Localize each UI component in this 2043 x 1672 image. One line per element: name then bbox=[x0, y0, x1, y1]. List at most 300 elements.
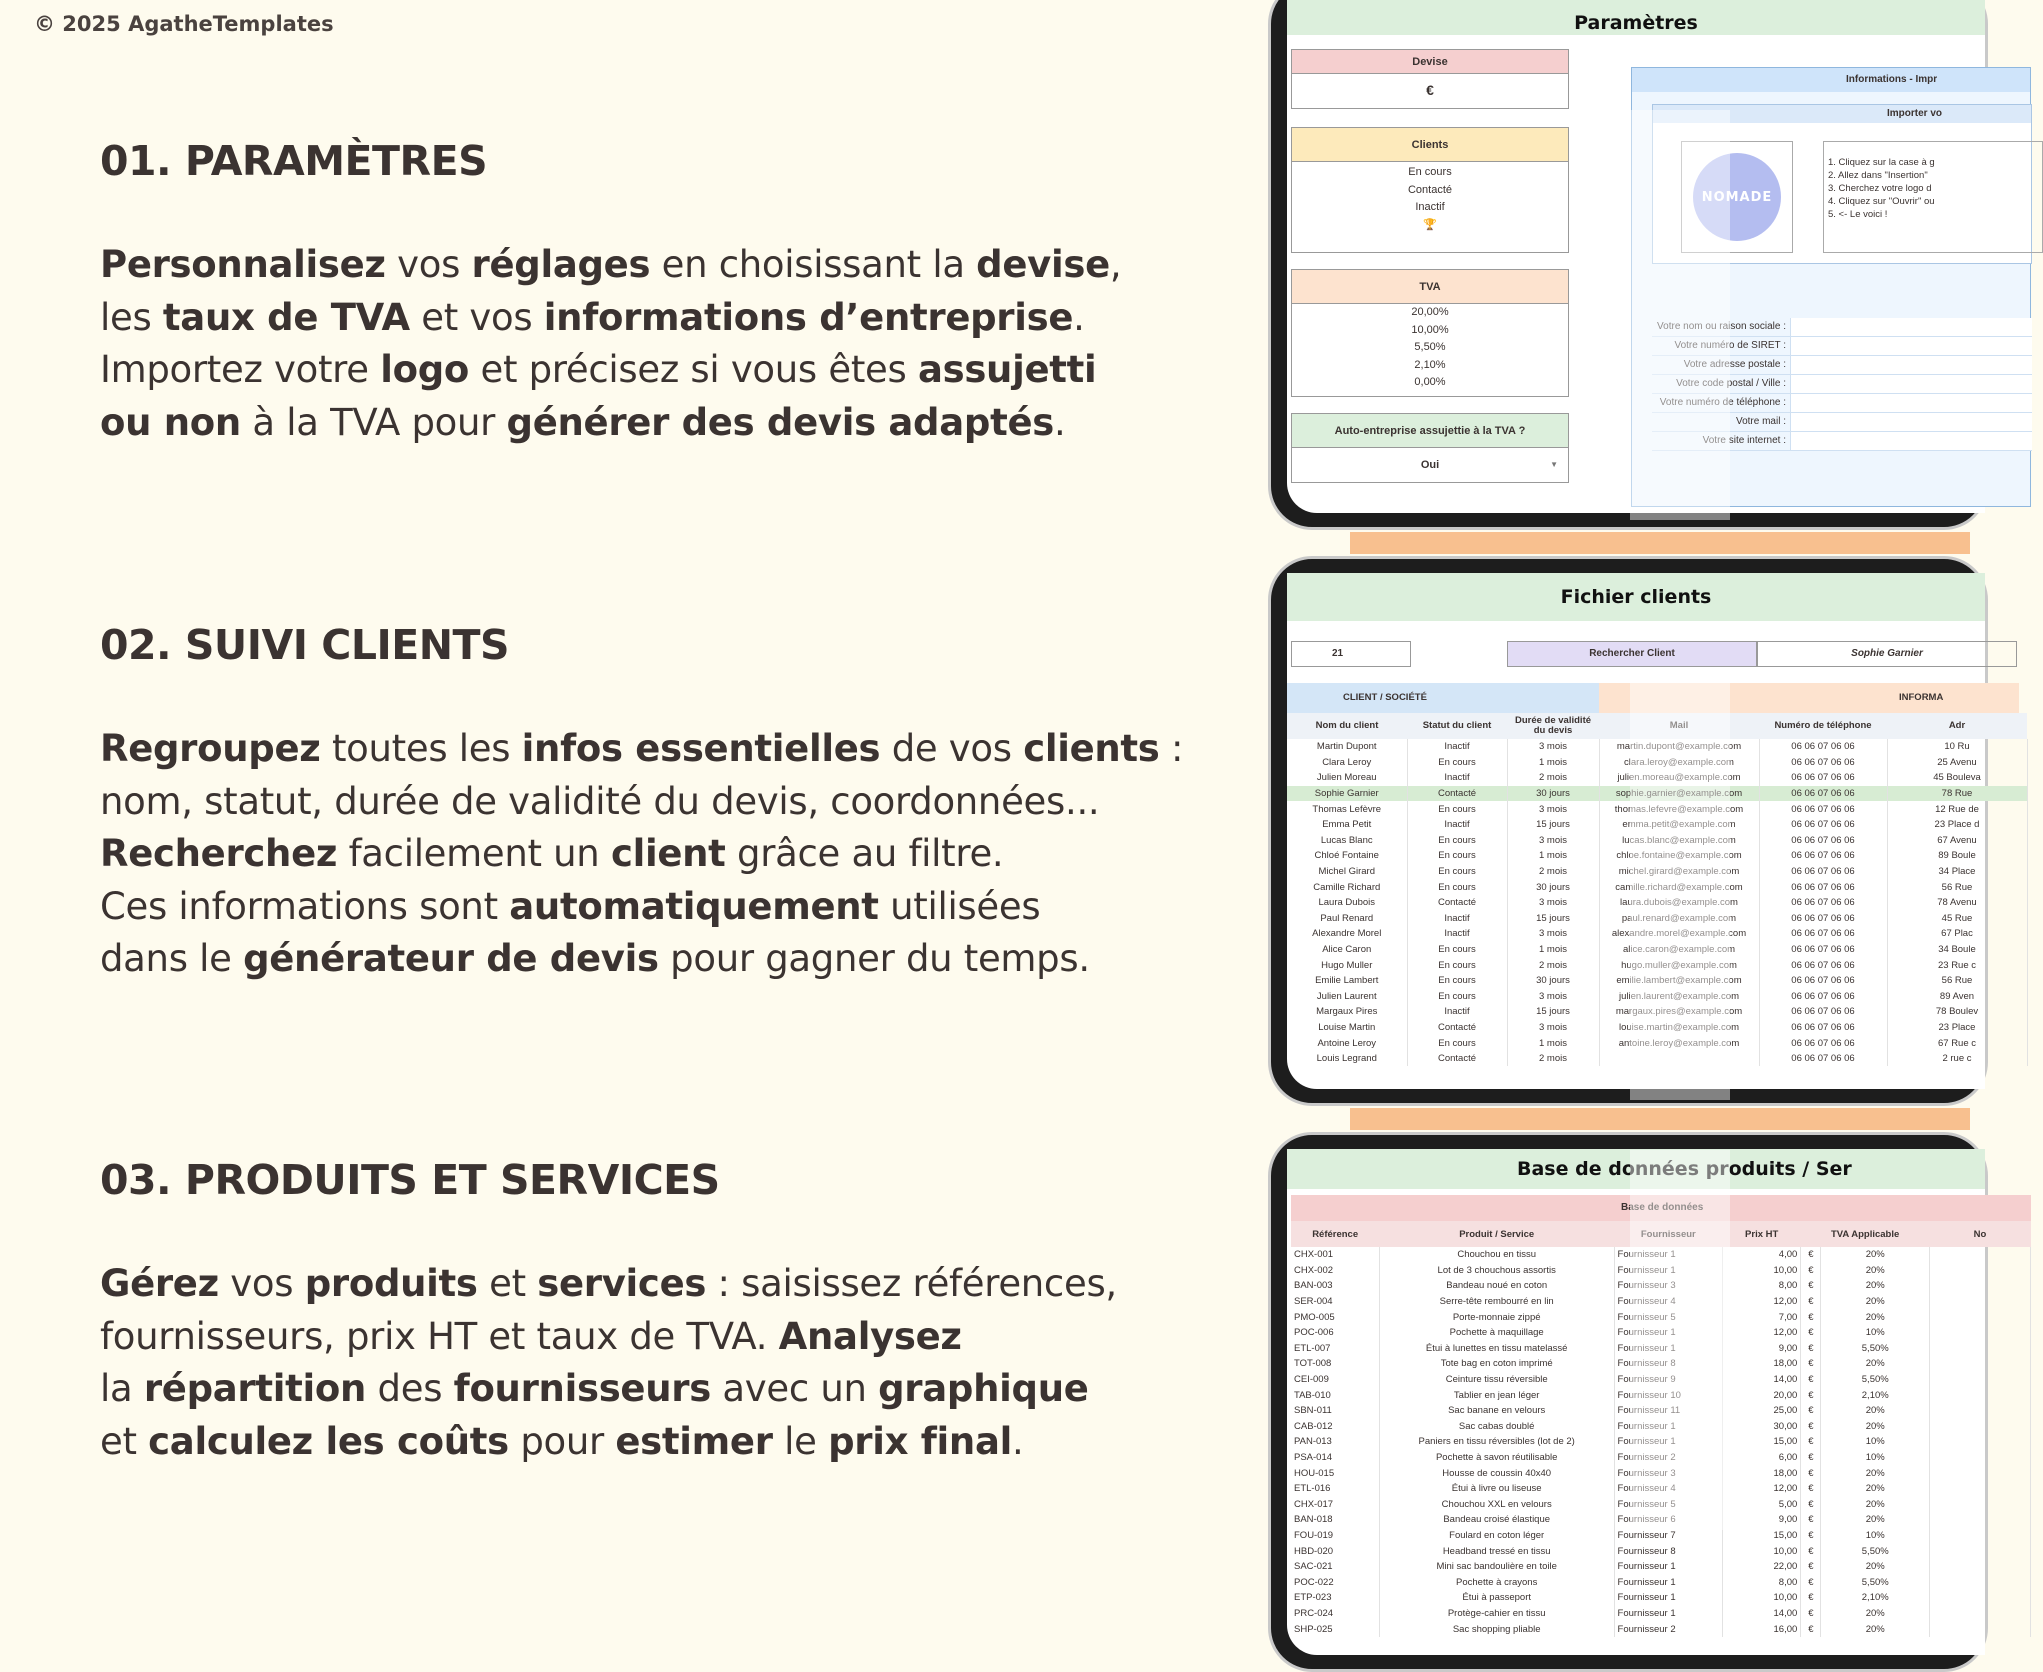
table-cell[interactable]: 06 06 07 06 06 bbox=[1759, 942, 1887, 958]
column-header[interactable]: Durée de validité du devis bbox=[1514, 715, 1592, 736]
table-cell[interactable]: emilie.lambert@example.com bbox=[1599, 973, 1759, 989]
table-cell[interactable]: 12,00 bbox=[1723, 1481, 1801, 1497]
company-field-input[interactable] bbox=[1790, 413, 2032, 431]
company-field-input[interactable] bbox=[1790, 394, 2032, 412]
table-cell[interactable]: 06 06 07 06 06 bbox=[1759, 833, 1887, 849]
table-cell[interactable]: Tote bag en coton imprimé bbox=[1379, 1356, 1614, 1372]
table-cell[interactable]: 06 06 07 06 06 bbox=[1759, 973, 1887, 989]
table-cell[interactable]: martin.dupont@example.com bbox=[1599, 739, 1759, 755]
table-cell[interactable]: chloe.fontaine@example.com bbox=[1599, 848, 1759, 864]
table-cell[interactable]: 14,00 bbox=[1723, 1606, 1801, 1622]
table-row[interactable] bbox=[1291, 1528, 2031, 1544]
table-cell[interactable]: Fournisseur 8 bbox=[1614, 1543, 1723, 1559]
table-cell[interactable]: € bbox=[1801, 1325, 1821, 1341]
table-cell[interactable]: SAC-021 bbox=[1291, 1559, 1379, 1575]
table-cell[interactable]: Margaux Pires bbox=[1287, 1004, 1407, 1020]
table-cell[interactable]: SER-004 bbox=[1291, 1294, 1379, 1310]
table-cell[interactable]: € bbox=[1801, 1574, 1821, 1590]
table-cell[interactable]: PSA-014 bbox=[1291, 1450, 1379, 1466]
table-cell[interactable]: 7,00 bbox=[1723, 1309, 1801, 1325]
table-cell[interactable]: 06 06 07 06 06 bbox=[1759, 957, 1887, 973]
table-cell[interactable]: CHX-017 bbox=[1291, 1497, 1379, 1513]
table-cell[interactable]: 9,00 bbox=[1723, 1512, 1801, 1528]
table-cell[interactable] bbox=[1930, 1497, 2031, 1513]
search-client-input[interactable]: Sophie Garnier bbox=[1757, 641, 2017, 667]
table-cell[interactable]: Michel Girard bbox=[1287, 864, 1407, 880]
table-cell[interactable]: € bbox=[1801, 1559, 1821, 1575]
table-cell[interactable] bbox=[1930, 1621, 2031, 1637]
column-header[interactable]: Mail bbox=[1669, 720, 1689, 731]
table-cell[interactable]: Inactif bbox=[1407, 817, 1507, 833]
table-cell[interactable]: Pochette à savon réutilisable bbox=[1379, 1450, 1614, 1466]
table-cell[interactable]: alexandre.morel@example.com bbox=[1599, 926, 1759, 942]
table-cell[interactable]: 10,00 bbox=[1723, 1263, 1801, 1279]
table-cell[interactable]: 6,00 bbox=[1723, 1450, 1801, 1466]
table-cell[interactable]: Fournisseur 5 bbox=[1614, 1497, 1723, 1513]
table-cell[interactable]: Étui à passeport bbox=[1379, 1590, 1614, 1606]
table-cell[interactable]: Pochette à crayons bbox=[1379, 1574, 1614, 1590]
table-cell[interactable]: Emilie Lambert bbox=[1287, 973, 1407, 989]
table-cell[interactable]: € bbox=[1801, 1590, 1821, 1606]
table-cell[interactable]: 10% bbox=[1821, 1528, 1930, 1544]
table-cell[interactable]: thomas.lefevre@example.com bbox=[1599, 801, 1759, 817]
table-cell[interactable]: Hugo Muller bbox=[1287, 957, 1407, 973]
table-cell[interactable]: Tablier en jean léger bbox=[1379, 1387, 1614, 1403]
table-cell[interactable]: 3 mois bbox=[1507, 739, 1599, 755]
table-cell[interactable]: 9,00 bbox=[1723, 1341, 1801, 1357]
table-cell[interactable]: Inactif bbox=[1407, 739, 1507, 755]
table-cell[interactable]: 89 Aven bbox=[1887, 989, 2027, 1005]
table-cell[interactable]: 20% bbox=[1821, 1356, 1930, 1372]
table-cell[interactable]: En cours bbox=[1407, 755, 1507, 771]
table-cell[interactable] bbox=[1930, 1325, 2031, 1341]
table-cell[interactable]: 5,50% bbox=[1821, 1574, 1930, 1590]
table-cell[interactable]: € bbox=[1801, 1543, 1821, 1559]
table-cell[interactable]: PMO-005 bbox=[1291, 1309, 1379, 1325]
company-field-input[interactable] bbox=[1790, 337, 2032, 355]
table-cell[interactable]: Antoine Leroy bbox=[1287, 1035, 1407, 1051]
table-cell[interactable]: Fournisseur 1 bbox=[1614, 1325, 1723, 1341]
table-cell[interactable]: 45 Rue bbox=[1887, 911, 2027, 927]
table-cell[interactable]: 23 Place bbox=[1887, 1020, 2027, 1036]
table-cell[interactable]: 4,00 bbox=[1723, 1247, 1801, 1263]
table-cell[interactable]: Fournisseur 1 bbox=[1614, 1341, 1723, 1357]
table-cell[interactable]: julien.laurent@example.com bbox=[1599, 989, 1759, 1005]
table-cell[interactable]: emma.petit@example.com bbox=[1599, 817, 1759, 833]
table-cell[interactable]: Fournisseur 1 bbox=[1614, 1434, 1723, 1450]
table-cell[interactable]: 15,00 bbox=[1723, 1528, 1801, 1544]
table-cell[interactable]: Inactif bbox=[1407, 1004, 1507, 1020]
table-cell[interactable]: Paul Renard bbox=[1287, 911, 1407, 927]
table-cell[interactable]: Pochette à maquillage bbox=[1379, 1325, 1614, 1341]
table-cell[interactable]: 12,00 bbox=[1723, 1325, 1801, 1341]
table-cell[interactable]: 06 06 07 06 06 bbox=[1759, 1020, 1887, 1036]
table-cell[interactable]: 06 06 07 06 06 bbox=[1759, 989, 1887, 1005]
table-cell[interactable]: 2,10% bbox=[1821, 1387, 1930, 1403]
table-cell[interactable]: paul.renard@example.com bbox=[1599, 911, 1759, 927]
table-row[interactable] bbox=[1291, 1621, 2031, 1637]
table-cell[interactable]: En cours bbox=[1407, 989, 1507, 1005]
table-cell[interactable]: Étui à lunettes en tissu matelassé bbox=[1379, 1341, 1614, 1357]
table-cell[interactable]: 06 06 07 06 06 bbox=[1759, 926, 1887, 942]
table-cell[interactable]: hugo.muller@example.com bbox=[1599, 957, 1759, 973]
table-cell[interactable]: CEI-009 bbox=[1291, 1372, 1379, 1388]
table-cell[interactable]: BAN-003 bbox=[1291, 1278, 1379, 1294]
table-cell[interactable]: Contacté bbox=[1407, 1051, 1507, 1067]
table-cell[interactable]: Étui à livre ou liseuse bbox=[1379, 1481, 1614, 1497]
table-cell[interactable]: 20% bbox=[1821, 1512, 1930, 1528]
table-cell[interactable]: camille.richard@example.com bbox=[1599, 879, 1759, 895]
table-cell[interactable]: 3 mois bbox=[1507, 926, 1599, 942]
table-cell[interactable]: lucas.blanc@example.com bbox=[1599, 833, 1759, 849]
table-cell[interactable]: 20% bbox=[1821, 1278, 1930, 1294]
table-cell[interactable]: Sac shopping pliable bbox=[1379, 1621, 1614, 1637]
table-cell[interactable]: Fournisseur 6 bbox=[1614, 1512, 1723, 1528]
table-cell[interactable]: FOU-019 bbox=[1291, 1528, 1379, 1544]
table-cell[interactable]: Laura Dubois bbox=[1287, 895, 1407, 911]
table-cell[interactable]: ETL-007 bbox=[1291, 1341, 1379, 1357]
table-row[interactable] bbox=[1291, 1559, 2031, 1575]
table-cell[interactable]: En cours bbox=[1407, 957, 1507, 973]
table-cell[interactable]: En cours bbox=[1407, 833, 1507, 849]
table-cell[interactable]: 06 06 07 06 06 bbox=[1759, 801, 1887, 817]
table-cell[interactable]: 2 mois bbox=[1507, 1051, 1599, 1067]
column-header[interactable]: Adr bbox=[1948, 720, 1966, 731]
table-cell[interactable]: ETP-023 bbox=[1291, 1590, 1379, 1606]
table-cell[interactable]: Inactif bbox=[1407, 770, 1507, 786]
table-cell[interactable]: Fournisseur 3 bbox=[1614, 1278, 1723, 1294]
table-cell[interactable]: Fournisseur 2 bbox=[1614, 1450, 1723, 1466]
table-cell[interactable]: Contacté bbox=[1407, 786, 1507, 802]
table-cell[interactable]: € bbox=[1801, 1309, 1821, 1325]
table-cell[interactable] bbox=[1930, 1512, 2031, 1528]
table-cell[interactable]: 06 06 07 06 06 bbox=[1759, 911, 1887, 927]
table-cell[interactable]: € bbox=[1801, 1403, 1821, 1419]
table-cell[interactable]: € bbox=[1801, 1294, 1821, 1310]
table-cell[interactable] bbox=[1930, 1247, 2031, 1263]
table-cell[interactable]: Martin Dupont bbox=[1287, 739, 1407, 755]
table-cell[interactable]: louise.martin@example.com bbox=[1599, 1020, 1759, 1036]
table-cell[interactable] bbox=[1930, 1341, 2031, 1357]
table-cell[interactable]: Fournisseur 1 bbox=[1614, 1247, 1723, 1263]
table-cell[interactable]: Alice Caron bbox=[1287, 942, 1407, 958]
table-cell[interactable]: 67 Rue c bbox=[1887, 1035, 2027, 1051]
table-cell[interactable]: Fournisseur 1 bbox=[1614, 1419, 1723, 1435]
table-cell[interactable]: 67 Avenu bbox=[1887, 833, 2027, 849]
table-cell[interactable]: Fournisseur 1 bbox=[1614, 1263, 1723, 1279]
table-cell[interactable]: 34 Place bbox=[1887, 864, 2027, 880]
table-cell[interactable]: 3 mois bbox=[1507, 1020, 1599, 1036]
table-cell[interactable]: 10,00 bbox=[1723, 1590, 1801, 1606]
table-cell[interactable]: 06 06 07 06 06 bbox=[1759, 1004, 1887, 1020]
table-cell[interactable]: 2 mois bbox=[1507, 957, 1599, 973]
table-cell[interactable]: 20% bbox=[1821, 1606, 1930, 1622]
column-header[interactable]: Statut du client bbox=[1422, 720, 1492, 731]
table-cell[interactable]: Julien Moreau bbox=[1287, 770, 1407, 786]
table-cell[interactable]: 1 mois bbox=[1507, 1035, 1599, 1051]
table-cell[interactable]: 14,00 bbox=[1723, 1372, 1801, 1388]
table-cell[interactable]: Bandeau croisé élastique bbox=[1379, 1512, 1614, 1528]
table-cell[interactable]: 20% bbox=[1821, 1263, 1930, 1279]
table-cell[interactable] bbox=[1930, 1387, 2031, 1403]
table-row[interactable] bbox=[1291, 1574, 2031, 1590]
table-cell[interactable]: 06 06 07 06 06 bbox=[1759, 895, 1887, 911]
table-cell[interactable] bbox=[1930, 1419, 2031, 1435]
table-cell[interactable]: 18,00 bbox=[1723, 1465, 1801, 1481]
table-cell[interactable]: margaux.pires@example.com bbox=[1599, 1004, 1759, 1020]
company-field-input[interactable] bbox=[1790, 432, 2032, 450]
table-cell[interactable]: 5,50% bbox=[1821, 1372, 1930, 1388]
table-cell[interactable]: € bbox=[1801, 1512, 1821, 1528]
table-cell[interactable]: € bbox=[1801, 1450, 1821, 1466]
table-cell[interactable]: CAB-012 bbox=[1291, 1419, 1379, 1435]
table-cell[interactable]: Fournisseur 10 bbox=[1614, 1387, 1723, 1403]
table-cell[interactable]: sophie.garnier@example.com bbox=[1599, 786, 1759, 802]
table-cell[interactable]: 89 Boule bbox=[1887, 848, 2027, 864]
table-cell[interactable]: 30 jours bbox=[1507, 879, 1599, 895]
table-cell[interactable]: POC-022 bbox=[1291, 1574, 1379, 1590]
table-cell[interactable]: SBN-011 bbox=[1291, 1403, 1379, 1419]
table-cell[interactable]: BAN-018 bbox=[1291, 1512, 1379, 1528]
table-cell[interactable]: € bbox=[1801, 1387, 1821, 1403]
table-cell[interactable]: 22,00 bbox=[1723, 1559, 1801, 1575]
table-cell[interactable]: 78 Boulev bbox=[1887, 1004, 2027, 1020]
table-cell[interactable]: Fournisseur 5 bbox=[1614, 1309, 1723, 1325]
table-cell[interactable]: € bbox=[1801, 1419, 1821, 1435]
table-cell[interactable]: 06 06 07 06 06 bbox=[1759, 755, 1887, 771]
table-cell[interactable] bbox=[1930, 1606, 2031, 1622]
table-cell[interactable]: Emma Petit bbox=[1287, 817, 1407, 833]
table-cell[interactable]: Mini sac bandoulière en toile bbox=[1379, 1559, 1614, 1575]
table-cell[interactable]: 30,00 bbox=[1723, 1419, 1801, 1435]
table-cell[interactable]: 8,00 bbox=[1723, 1278, 1801, 1294]
table-cell[interactable]: 06 06 07 06 06 bbox=[1759, 817, 1887, 833]
table-cell[interactable]: HOU-015 bbox=[1291, 1465, 1379, 1481]
table-cell[interactable]: laura.dubois@example.com bbox=[1599, 895, 1759, 911]
table-cell[interactable]: TAB-010 bbox=[1291, 1387, 1379, 1403]
table-cell[interactable]: 20% bbox=[1821, 1465, 1930, 1481]
table-cell[interactable]: Louise Martin bbox=[1287, 1020, 1407, 1036]
table-cell[interactable]: 78 Rue bbox=[1887, 786, 2027, 802]
table-cell[interactable]: Fournisseur 9 bbox=[1614, 1372, 1723, 1388]
table-cell[interactable]: Foulard en coton léger bbox=[1379, 1528, 1614, 1544]
table-cell[interactable]: 20% bbox=[1821, 1481, 1930, 1497]
table-cell[interactable]: 2,10% bbox=[1821, 1590, 1930, 1606]
table-cell[interactable]: Fournisseur 1 bbox=[1614, 1574, 1723, 1590]
table-cell[interactable]: 3 mois bbox=[1507, 895, 1599, 911]
table-cell[interactable]: 2 mois bbox=[1507, 864, 1599, 880]
table-cell[interactable]: Inactif bbox=[1407, 911, 1507, 927]
table-cell[interactable]: En cours bbox=[1407, 942, 1507, 958]
table-cell[interactable]: 67 Plac bbox=[1887, 926, 2027, 942]
table-cell[interactable]: SHP-025 bbox=[1291, 1621, 1379, 1637]
table-cell[interactable]: 15 jours bbox=[1507, 817, 1599, 833]
table-cell[interactable]: Thomas Lefèvre bbox=[1287, 801, 1407, 817]
table-cell[interactable]: 15,00 bbox=[1723, 1434, 1801, 1450]
table-cell[interactable]: POC-006 bbox=[1291, 1325, 1379, 1341]
table-cell[interactable]: 06 06 07 06 06 bbox=[1759, 879, 1887, 895]
table-cell[interactable]: 20,00 bbox=[1723, 1387, 1801, 1403]
table-cell[interactable]: En cours bbox=[1407, 973, 1507, 989]
table-cell[interactable]: 8,00 bbox=[1723, 1574, 1801, 1590]
table-cell[interactable]: € bbox=[1801, 1434, 1821, 1450]
table-cell[interactable]: 20% bbox=[1821, 1403, 1930, 1419]
table-cell[interactable]: PRC-024 bbox=[1291, 1606, 1379, 1622]
column-header[interactable]: TVA Applicable bbox=[1831, 1228, 1900, 1240]
table-cell[interactable]: Bandeau noué en coton bbox=[1379, 1278, 1614, 1294]
table-cell[interactable]: 10,00 bbox=[1723, 1543, 1801, 1559]
table-cell[interactable]: € bbox=[1801, 1528, 1821, 1544]
table-cell[interactable]: 06 06 07 06 06 bbox=[1759, 864, 1887, 880]
table-cell[interactable] bbox=[1930, 1372, 2031, 1388]
table-cell[interactable]: Fournisseur 1 bbox=[1614, 1559, 1723, 1575]
table-cell[interactable]: 2 mois bbox=[1507, 770, 1599, 786]
table-cell[interactable]: 30 jours bbox=[1507, 973, 1599, 989]
column-header[interactable]: Nom du client bbox=[1315, 720, 1379, 731]
table-cell[interactable] bbox=[1930, 1574, 2031, 1590]
table-cell[interactable]: 06 06 07 06 06 bbox=[1759, 848, 1887, 864]
table-cell[interactable]: Fournisseur 4 bbox=[1614, 1294, 1723, 1310]
column-header[interactable]: Produit / Service bbox=[1459, 1228, 1535, 1240]
table-cell[interactable]: Clara Leroy bbox=[1287, 755, 1407, 771]
table-cell[interactable] bbox=[1930, 1590, 2031, 1606]
table-cell[interactable]: Chloé Fontaine bbox=[1287, 848, 1407, 864]
table-cell[interactable]: 78 Avenu bbox=[1887, 895, 2027, 911]
table-cell[interactable]: 23 Place d bbox=[1887, 817, 2027, 833]
table-cell[interactable]: 25 Avenu bbox=[1887, 755, 2027, 771]
auto-entreprise-select[interactable] bbox=[1292, 448, 1568, 482]
table-cell[interactable]: Serre-tête rembourré en lin bbox=[1379, 1294, 1614, 1310]
table-cell[interactable]: Fournisseur 2 bbox=[1614, 1621, 1723, 1637]
table-cell[interactable]: 18,00 bbox=[1723, 1356, 1801, 1372]
table-cell[interactable]: 20% bbox=[1821, 1247, 1930, 1263]
column-header[interactable]: Référence bbox=[1312, 1228, 1359, 1240]
table-cell[interactable]: 10% bbox=[1821, 1450, 1930, 1466]
table-cell[interactable]: 20% bbox=[1821, 1497, 1930, 1513]
company-field-input[interactable] bbox=[1790, 356, 2032, 374]
table-cell[interactable]: ETL-016 bbox=[1291, 1481, 1379, 1497]
table-cell[interactable]: 06 06 07 06 06 bbox=[1759, 786, 1887, 802]
table-cell[interactable]: Fournisseur 3 bbox=[1614, 1465, 1723, 1481]
table-cell[interactable] bbox=[1930, 1403, 2031, 1419]
company-field-input[interactable] bbox=[1790, 318, 2032, 336]
table-cell[interactable]: 06 06 07 06 06 bbox=[1759, 1035, 1887, 1051]
table-cell[interactable]: Chouchou XXL en velours bbox=[1379, 1497, 1614, 1513]
table-cell[interactable]: En cours bbox=[1407, 1035, 1507, 1051]
table-cell[interactable]: 06 06 07 06 06 bbox=[1759, 1051, 1887, 1067]
table-cell[interactable]: Ceinture tissu réversible bbox=[1379, 1372, 1614, 1388]
table-cell[interactable] bbox=[1930, 1465, 2031, 1481]
table-cell[interactable]: Lucas Blanc bbox=[1287, 833, 1407, 849]
table-cell[interactable]: 25,00 bbox=[1723, 1403, 1801, 1419]
table-cell[interactable]: CHX-002 bbox=[1291, 1263, 1379, 1279]
table-cell[interactable]: 12,00 bbox=[1723, 1294, 1801, 1310]
table-cell[interactable]: En cours bbox=[1407, 864, 1507, 880]
table-cell[interactable]: 15 jours bbox=[1507, 1004, 1599, 1020]
table-cell[interactable]: Inactif bbox=[1407, 926, 1507, 942]
column-header[interactable]: Fournisseur bbox=[1640, 1228, 1696, 1240]
column-header[interactable]: No bbox=[1973, 1228, 1987, 1240]
table-cell[interactable]: 20% bbox=[1821, 1621, 1930, 1637]
table-cell[interactable]: 3 mois bbox=[1507, 989, 1599, 1005]
table-cell[interactable]: Protège-cahier en tissu bbox=[1379, 1606, 1614, 1622]
table-cell[interactable]: 16,00 bbox=[1723, 1621, 1801, 1637]
table-cell[interactable] bbox=[1930, 1434, 2031, 1450]
table-cell[interactable]: 15 jours bbox=[1507, 911, 1599, 927]
table-cell[interactable]: Sac cabas doublé bbox=[1379, 1419, 1614, 1435]
table-cell[interactable]: En cours bbox=[1407, 848, 1507, 864]
table-cell[interactable]: 5,00 bbox=[1723, 1497, 1801, 1513]
table-cell[interactable] bbox=[1930, 1309, 2031, 1325]
table-row[interactable] bbox=[1291, 1590, 2031, 1606]
table-cell[interactable]: 3 mois bbox=[1507, 801, 1599, 817]
table-cell[interactable]: 23 Rue c bbox=[1887, 957, 2027, 973]
table-cell[interactable]: 20% bbox=[1821, 1294, 1930, 1310]
table-cell[interactable]: En cours bbox=[1407, 879, 1507, 895]
table-cell[interactable]: 30 jours bbox=[1507, 786, 1599, 802]
table-cell[interactable]: € bbox=[1801, 1278, 1821, 1294]
table-cell[interactable]: € bbox=[1801, 1465, 1821, 1481]
table-cell[interactable]: 34 Boule bbox=[1887, 942, 2027, 958]
table-cell[interactable]: Fournisseur 1 bbox=[1614, 1590, 1723, 1606]
table-cell[interactable]: 5,50% bbox=[1821, 1543, 1930, 1559]
company-field-input[interactable] bbox=[1790, 375, 2032, 393]
table-cell[interactable]: Headband tressé en tissu bbox=[1379, 1543, 1614, 1559]
table-cell[interactable] bbox=[1930, 1278, 2031, 1294]
table-cell[interactable]: Sac banane en velours bbox=[1379, 1403, 1614, 1419]
table-cell[interactable]: 20% bbox=[1821, 1559, 1930, 1575]
table-cell[interactable]: € bbox=[1801, 1372, 1821, 1388]
table-cell[interactable]: € bbox=[1801, 1263, 1821, 1279]
table-cell[interactable]: Fournisseur 11 bbox=[1614, 1403, 1723, 1419]
column-header[interactable]: Prix HT bbox=[1745, 1228, 1779, 1240]
table-cell[interactable]: 45 Bouleva bbox=[1887, 770, 2027, 786]
table-cell[interactable]: clara.leroy@example.com bbox=[1599, 755, 1759, 771]
table-cell[interactable]: 3 mois bbox=[1507, 833, 1599, 849]
table-cell[interactable]: julien.moreau@example.com bbox=[1599, 770, 1759, 786]
table-cell[interactable] bbox=[1930, 1559, 2031, 1575]
table-cell[interactable]: PAN-013 bbox=[1291, 1434, 1379, 1450]
table-cell[interactable]: 10% bbox=[1821, 1434, 1930, 1450]
table-cell[interactable]: € bbox=[1801, 1606, 1821, 1622]
table-cell[interactable]: Contacté bbox=[1407, 895, 1507, 911]
table-cell[interactable]: 56 Rue bbox=[1887, 973, 2027, 989]
table-cell[interactable] bbox=[1930, 1481, 2031, 1497]
table-cell[interactable]: € bbox=[1801, 1341, 1821, 1357]
table-cell[interactable]: HBD-020 bbox=[1291, 1543, 1379, 1559]
table-cell[interactable]: En cours bbox=[1407, 801, 1507, 817]
table-cell[interactable]: Camille Richard bbox=[1287, 879, 1407, 895]
table-cell[interactable] bbox=[1930, 1450, 2031, 1466]
table-cell[interactable]: 56 Rue bbox=[1887, 879, 2027, 895]
table-cell[interactable]: 06 06 07 06 06 bbox=[1759, 770, 1887, 786]
table-cell[interactable]: Sophie Garnier bbox=[1287, 786, 1407, 802]
table-cell[interactable]: Fournisseur 8 bbox=[1614, 1356, 1723, 1372]
table-cell[interactable]: Julien Laurent bbox=[1287, 989, 1407, 1005]
table-cell[interactable]: 12 Rue de bbox=[1887, 801, 2027, 817]
table-cell[interactable]: TOT-008 bbox=[1291, 1356, 1379, 1372]
table-cell[interactable]: 10 Ru bbox=[1887, 739, 2027, 755]
table-cell[interactable]: Contacté bbox=[1407, 1020, 1507, 1036]
table-cell[interactable]: € bbox=[1801, 1621, 1821, 1637]
table-cell[interactable] bbox=[1930, 1543, 2031, 1559]
table-cell[interactable]: 20% bbox=[1821, 1419, 1930, 1435]
table-cell[interactable] bbox=[1930, 1356, 2031, 1372]
column-header[interactable]: Numéro de téléphone bbox=[1774, 720, 1872, 731]
table-cell[interactable]: Louis Legrand bbox=[1287, 1051, 1407, 1067]
table-cell[interactable]: Fournisseur 1 bbox=[1614, 1606, 1723, 1622]
table-cell[interactable]: Paniers en tissu réversibles (lot de 2) bbox=[1379, 1434, 1614, 1450]
